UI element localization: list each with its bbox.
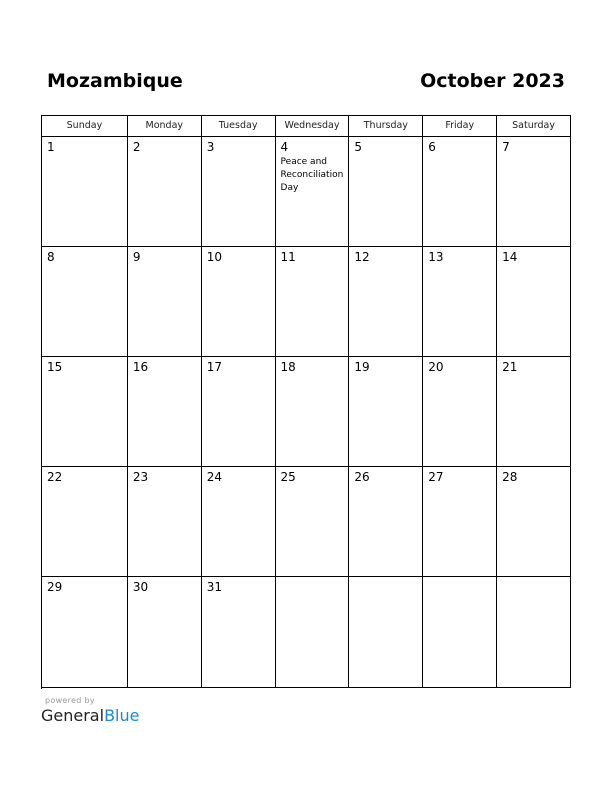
day-cell [42, 137, 128, 247]
day-cell [202, 357, 276, 467]
weekday-header-row [42, 116, 571, 137]
day-number: 16 [132, 360, 149, 374]
brand-general: General [41, 706, 105, 725]
weekday-sunday: Sunday [42, 116, 128, 137]
brand-blue: Blue [104, 706, 140, 725]
week-row [42, 577, 571, 688]
day-number: 26 [354, 470, 370, 484]
day-number: 9 [132, 250, 141, 264]
day-cell [349, 137, 423, 247]
day-number: 29 [47, 580, 63, 594]
weeks-container [42, 137, 571, 688]
day-cell [423, 467, 497, 577]
day-cell [276, 247, 350, 357]
country-title: Mozambique [47, 70, 183, 92]
day-number: 3 [206, 140, 215, 154]
day-number: 15 [47, 360, 63, 374]
day-cell [42, 357, 128, 467]
week-row [42, 467, 571, 577]
day-cell [202, 467, 276, 577]
month-title: October 2023 [420, 70, 565, 92]
day-number: 25 [280, 470, 296, 484]
day-cell [42, 577, 128, 688]
day-number: 5 [354, 140, 363, 154]
week-row [42, 137, 571, 247]
day-cell [276, 577, 350, 688]
day-number: 13 [428, 250, 444, 264]
weekday-tuesday: Tuesday [202, 116, 276, 137]
day-number: 18 [280, 360, 296, 374]
brand-logo[interactable] [41, 706, 139, 726]
day-cell [497, 467, 571, 577]
day-number: 23 [132, 470, 149, 484]
day-number: 10 [206, 250, 222, 264]
day-cell [349, 577, 423, 688]
day-number: 8 [47, 250, 55, 264]
day-cell [497, 357, 571, 467]
day-cell [423, 137, 497, 247]
day-cell [423, 357, 497, 467]
day-cell [202, 137, 276, 247]
day-number: 24 [206, 470, 222, 484]
day-number: 30 [132, 580, 149, 594]
day-number: 1 [47, 140, 55, 154]
day-cell [276, 467, 350, 577]
weekday-friday: Friday [423, 116, 497, 137]
day-number: 27 [428, 470, 444, 484]
day-number: 6 [428, 140, 436, 154]
day-number: 12 [354, 250, 370, 264]
day-cell [349, 357, 423, 467]
day-cell [128, 467, 202, 577]
week-row [42, 247, 571, 357]
day-cell [497, 137, 571, 247]
day-cell [276, 357, 350, 467]
day-number: 2 [132, 140, 141, 154]
day-cell [497, 577, 571, 688]
calendar-header [47, 70, 565, 100]
week-row [42, 357, 571, 467]
day-cell [202, 577, 276, 688]
day-number: 21 [502, 360, 518, 374]
day-cell [497, 247, 571, 357]
day-cell [128, 137, 202, 247]
day-number: 19 [354, 360, 370, 374]
day-number: 22 [47, 470, 63, 484]
day-cell [128, 577, 202, 688]
day-number: 20 [428, 360, 444, 374]
weekday-saturday: Saturday [497, 116, 571, 137]
day-cell [349, 467, 423, 577]
day-cell [276, 137, 350, 247]
day-cell [202, 247, 276, 357]
day-cell [128, 357, 202, 467]
day-cell [128, 247, 202, 357]
holiday-label: Peace and Reconciliation Day [280, 157, 344, 193]
weekday-monday: Monday [128, 116, 202, 137]
day-cell [349, 247, 423, 357]
day-cell [423, 247, 497, 357]
footer [41, 696, 139, 726]
day-number: 11 [280, 250, 296, 264]
day-number: 28 [502, 470, 518, 484]
weekday-thursday: Thursday [349, 116, 423, 137]
day-number: 14 [502, 250, 518, 264]
powered-by-text: powered by [45, 696, 95, 705]
day-number: 4 [280, 140, 289, 154]
calendar-grid [41, 115, 571, 689]
weekday-wednesday: Wednesday [276, 116, 350, 137]
day-number: 17 [206, 360, 222, 374]
day-cell [42, 467, 128, 577]
day-cell [42, 247, 128, 357]
day-number: 31 [206, 580, 222, 594]
day-number: 7 [502, 140, 510, 154]
day-cell [423, 577, 497, 688]
